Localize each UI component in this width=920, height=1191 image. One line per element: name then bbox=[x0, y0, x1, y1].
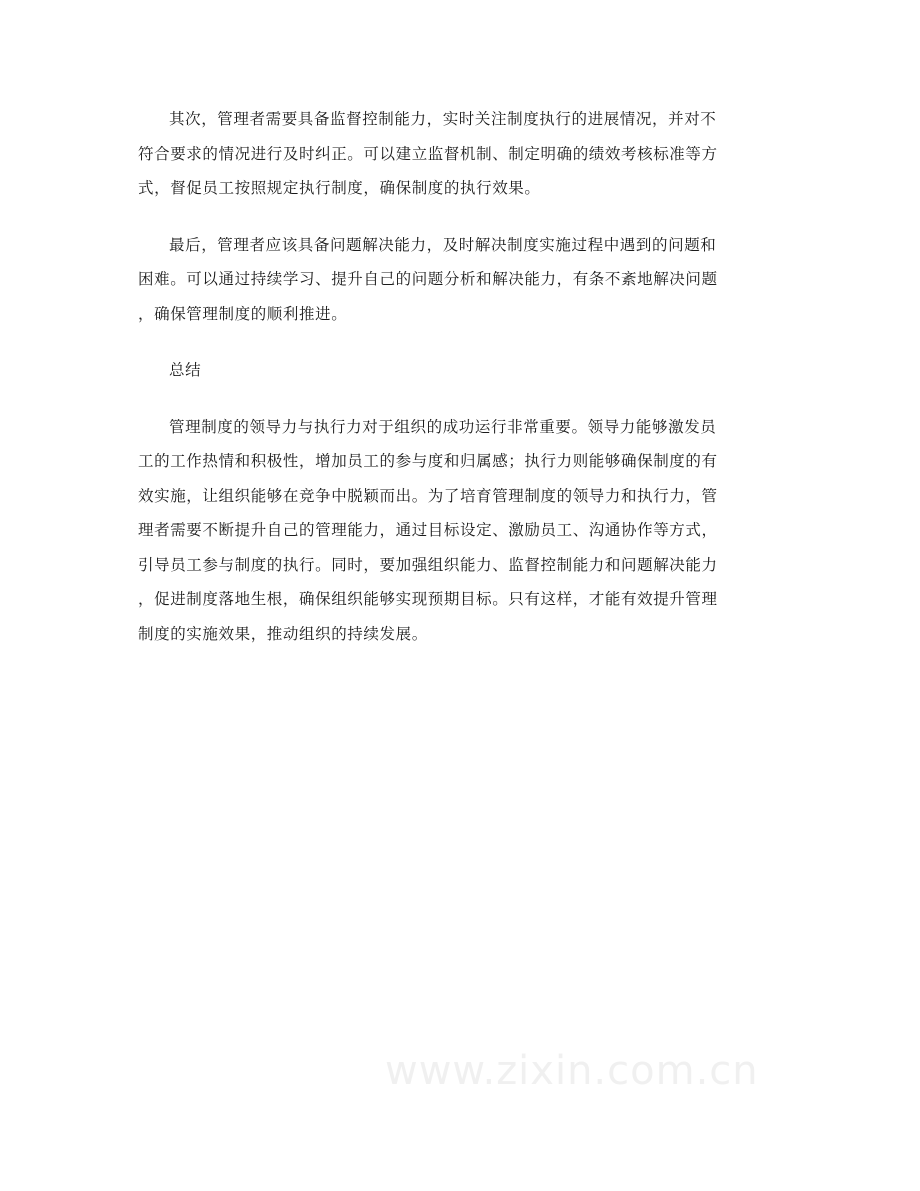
paragraph-line: 其次，管理者需要具备监督控制能力，实时关注制度执行的进展情况，并对不 bbox=[169, 110, 717, 128]
paragraph-supervision bbox=[138, 102, 786, 206]
paragraph-summary bbox=[138, 410, 786, 652]
paragraph-line: 困难。可以通过持续学习、提升自己的问题分析和解决能力，有条不紊地解决问题 bbox=[138, 270, 718, 288]
paragraph-problem-solving bbox=[138, 228, 786, 332]
paragraph-line: 效实施，让组织能够在竞争中脱颖而出。为了培育管理制度的领导力和执行力，管 bbox=[138, 486, 718, 505]
paragraph-line: ，确保管理制度的顺利推进。 bbox=[138, 304, 348, 323]
paragraph-line: 理者需要不断提升自己的管理能力，通过目标设定、激励员工、沟通协作等方式， bbox=[138, 521, 718, 539]
watermark: www.zixin.com.cn bbox=[385, 1048, 759, 1094]
paragraph-line: 制度的实施效果，推动组织的持续发展。 bbox=[138, 624, 428, 643]
paragraph-line: 工的工作热情和积极性，增加员工的参与度和归属感；执行力则能够确保制度的有 bbox=[138, 452, 718, 470]
paragraph-line: 符合要求的情况进行及时纠正。可以建立监督机制、制定明确的绩效考核标准等方 bbox=[138, 144, 718, 163]
paragraph-line: 引导员工参与制度的执行。同时，要加强组织能力、监督控制能力和问题解决能力 bbox=[138, 555, 718, 574]
paragraph-line: 最后，管理者应该具备问题解决能力，及时解决制度实施过程中遇到的问题和 bbox=[169, 235, 717, 254]
section-heading-summary: 总结 bbox=[169, 361, 202, 379]
paragraph-line: ，促进制度落地生根，确保组织能够实现预期目标。只有这样，才能有效提升管理 bbox=[138, 590, 718, 608]
paragraph-line: 式，督促员工按照规定执行制度，确保制度的执行效果。 bbox=[138, 179, 541, 197]
paragraph-line: 管理制度的领导力与执行力对于组织的成功运行非常重要。领导力能够激发员 bbox=[169, 417, 717, 436]
document-body bbox=[138, 102, 786, 673]
